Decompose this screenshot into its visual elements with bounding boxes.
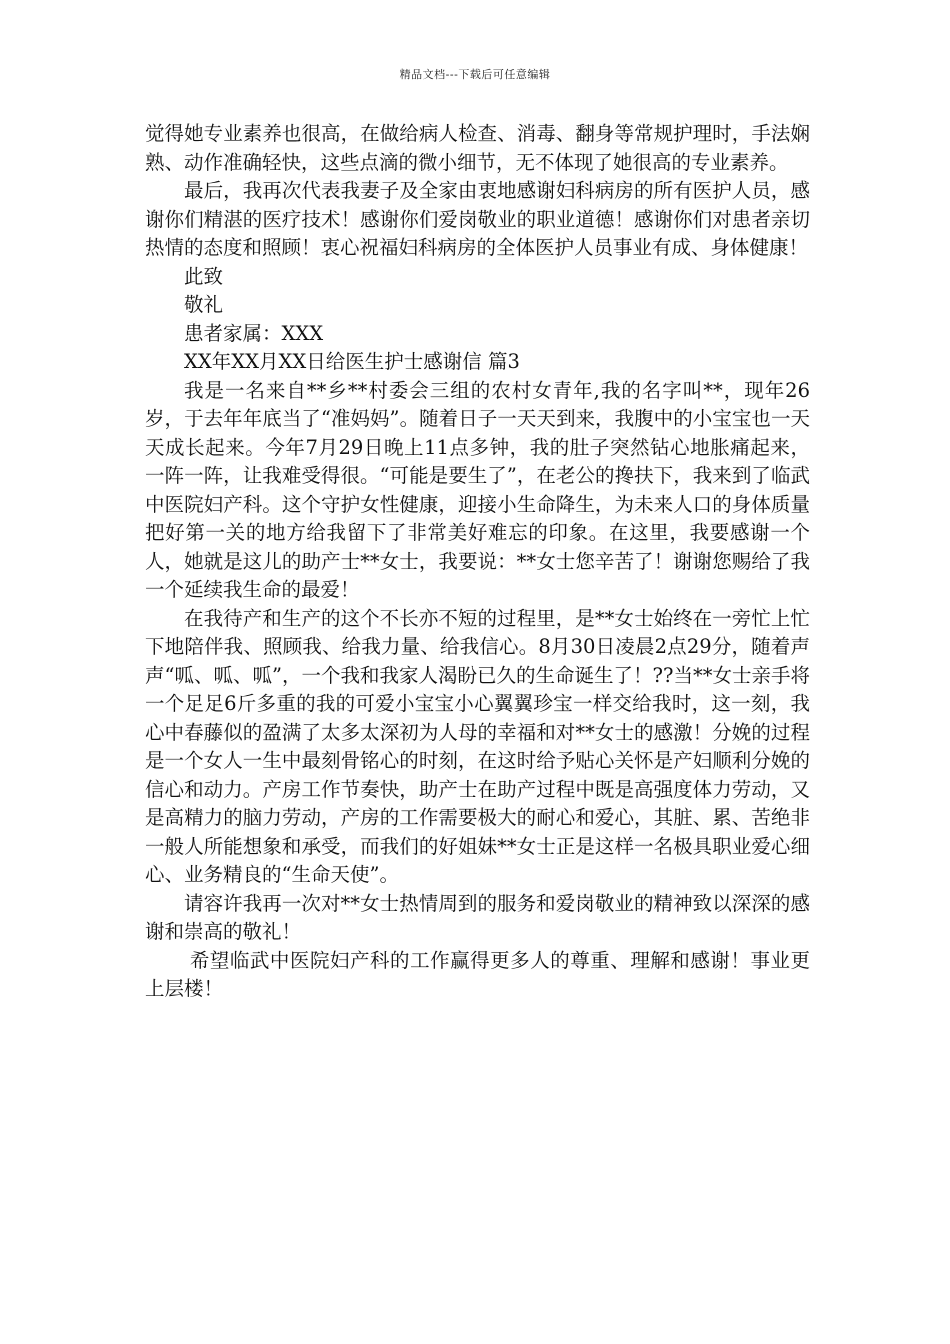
section-title: XX年XX月XX日给医生护士感谢信 篇3 — [184, 350, 520, 373]
paragraph-gratitude: 请容许我再一次对**女士热情周到的服务和爱岗敬业的精神致以深深的感谢和崇高的敬礼！ — [145, 891, 810, 943]
document-body — [145, 120, 810, 1004]
signature-line: 患者家属：XXX — [184, 321, 324, 345]
paragraph-continuation: 觉得她专业素养也很高，在做给病人检查、消毒、翻身等常规护理时，手法娴熟、动作准确轻快，这些点滴的微小细节，无不体现了她很高的专业素养。 — [145, 122, 810, 174]
closing-cizhi: 此致 — [184, 264, 224, 288]
paragraph-intro: 我是一名来自**乡**村委会三组的农村女青年,我的名字叫**，现年26岁，于去年年底当了“准妈妈”。随着日子一天天到来，我腹中的小宝宝也一天天成长起来。今年7月29日晚上11点多钟，我的肚子突然钻心地胀痛起来，一阵一阵，让我难受得很。“可能是要生了”，在老公的搀扶下，我来到了临武中医院妇产科。这个守护女性健康，迎接小生命降生，为未来人口的身体质量把好第一关的地方给我留下了非常美好难忘的印象。在这里，我要感谢一个人，她就是这儿的助产士**女士，我要说：**女士您辛苦了！谢谢您赐给了我一个延续我生命的最爱！ — [145, 378, 810, 601]
paragraph-birth: 在我待产和生产的这个不长亦不短的过程里，是**女士始终在一旁忙上忙下地陪伴我、照顾我、给我力量、给我信心。8月30日凌晨2点29分，随着声声“呱、呱、呱”，一个我和我家人渴盼已久的生命诞生了！??当**女士亲手将一个足足6斤多重的我的可爱小宝宝小心翼翼珍宝一样交给我时，这一刻，我心中春藤似的盈满了太多太深初为人母的幸福和对**女士的感激！分娩的过程是一个女人一生中最刻骨铭心的时刻，在这时给予贴心关怀是产妇顺利分娩的信心和动力。产房工作节奏快，助产士在助产过程中既是高强度体力劳动，又是高精力的脑力劳动，产房的工作需要极大的耐心和爱心，其脏、累、苦绝非一般人所能想象和承受，而我们的好姐妹**女士正是这样一名极具职业爱心细心、业务精良的“生命天使”。 — [145, 606, 810, 886]
page-header: 精品文档---下载后可任意编辑 — [399, 68, 551, 81]
paragraph-wish: 希望临武中医院妇产科的工作赢得更多人的尊重、理解和感谢！事业更上层楼！ — [145, 948, 810, 1000]
closing-jingli: 敬礼 — [184, 293, 224, 316]
paragraph-thanks: 最后，我再次代表我妻子及全家由衷地感谢妇科病房的所有医护人员，感谢你们精湛的医疗技术！感谢你们爱岗敬业的职业道德！感谢你们对患者亲切热情的态度和照顾！衷心祝福妇科病房的全体医护人员事业有成、身体健康！ — [145, 179, 810, 259]
